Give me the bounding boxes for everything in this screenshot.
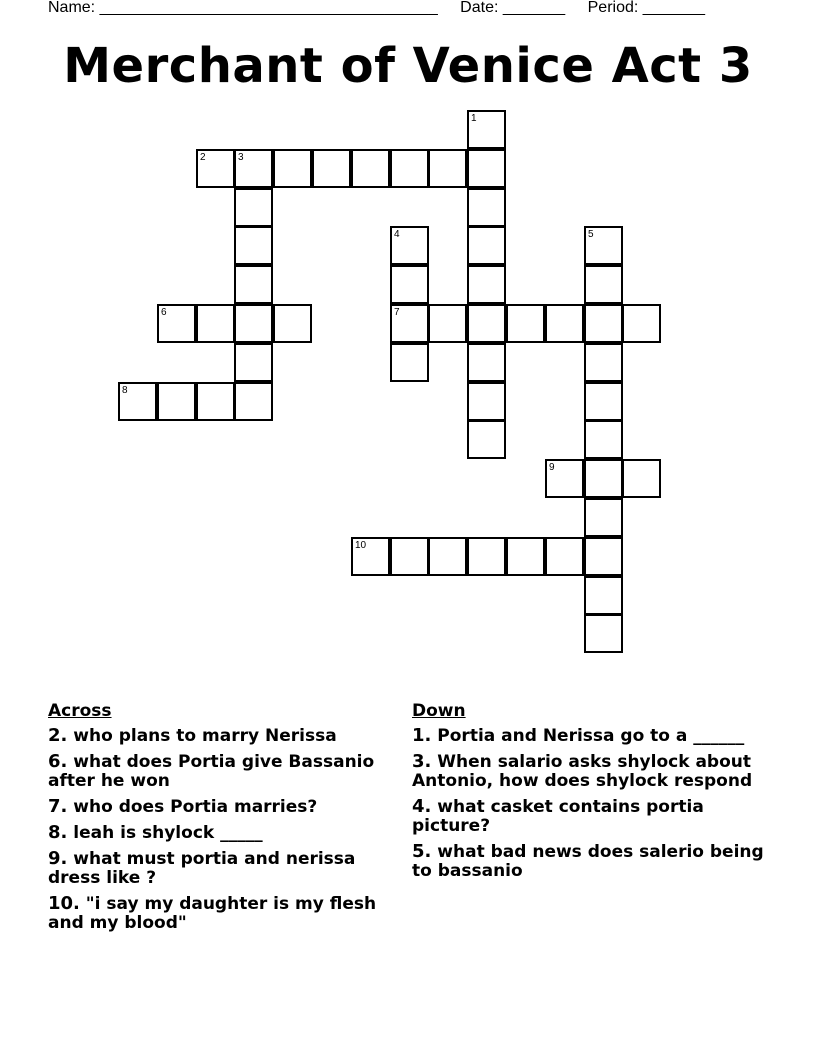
grid-cell[interactable] [428,149,467,188]
grid-cell[interactable] [622,459,661,498]
clue-text: When salario asks shylock about Antonio, how does shylock respond [412,752,753,791]
across-clue [48,823,388,843]
grid-cell[interactable] [196,149,235,188]
grid-cell[interactable] [351,149,390,188]
grid-cell[interactable] [390,265,429,304]
clue-text: who plans to marry Nerissa [67,726,337,746]
clue-number: 9. [48,848,68,869]
clue-text: what bad news does salerio being to bassanio [412,842,764,881]
grid-cell[interactable] [234,343,273,382]
grid-cell[interactable] [234,149,273,188]
grid-cell[interactable] [234,188,273,227]
grid-cell[interactable] [196,382,235,421]
grid-cell[interactable] [467,226,506,265]
grid-cell[interactable] [118,382,157,421]
grid-cell[interactable] [584,498,623,537]
grid-cell[interactable] [584,343,623,382]
down-clue [412,797,772,836]
grid-cell[interactable] [467,382,506,421]
grid-cell[interactable] [545,459,584,498]
date-blank: _______ [502,0,566,16]
grid-cell[interactable] [157,382,196,421]
across-heading: Across [48,701,112,721]
clue-number: 10. [48,893,80,914]
grid-cell[interactable] [467,265,506,304]
down-clue [412,842,772,881]
cell-number: 7 [394,307,400,318]
down-clue-list [412,726,772,881]
period-blank: _______ [642,0,706,16]
clue-number: 5. [412,841,432,862]
date-label: Date: [460,0,499,16]
grid-cell[interactable] [234,382,273,421]
grid-cell[interactable] [428,304,467,343]
clue-number: 3. [412,751,432,772]
grid-cell[interactable] [467,304,506,343]
cell-number: 8 [122,385,128,396]
cell-number: 4 [394,229,400,240]
across-clue [48,797,388,817]
grid-cell[interactable] [584,459,623,498]
grid-cell[interactable] [467,149,506,188]
clue-text: what must portia and nerissa dress like ? [48,849,356,888]
grid-cell[interactable] [390,226,429,265]
cell-number: 6 [161,307,167,318]
clue-number: 6. [48,751,68,772]
grid-cell[interactable] [351,537,390,576]
down-clue [412,752,772,791]
across-clue-list [48,726,388,933]
clue-text: who does Portia marries? [67,797,318,817]
grid-cell[interactable] [467,110,506,149]
clue-number: 7. [48,796,68,817]
grid-cell[interactable] [584,226,623,265]
clue-number: 8. [48,822,68,843]
grid-cell[interactable] [312,149,351,188]
grid-cell[interactable] [390,304,429,343]
down-clue [412,726,772,746]
grid-cell[interactable] [506,537,545,576]
cell-number: 5 [588,229,594,240]
grid-cell[interactable] [234,265,273,304]
clue-text: "i say my daughter is my flesh and my blood" [48,894,377,933]
across-clue [48,752,388,791]
grid-cell[interactable] [428,537,467,576]
cell-number: 1 [471,113,477,124]
grid-cell[interactable] [390,537,429,576]
grid-cell[interactable] [622,304,661,343]
page-title: Merchant of Venice Act 3 [63,38,753,94]
grid-cell[interactable] [390,149,429,188]
clue-text: Portia and Nerissa go to a ______ [431,726,745,746]
across-clues [48,700,388,939]
grid-cell[interactable] [584,382,623,421]
grid-cell[interactable] [545,304,584,343]
period-label: Period: [587,0,639,16]
name-label: Name: [48,0,96,16]
grid-cell[interactable] [467,420,506,459]
grid-cell[interactable] [545,537,584,576]
grid-cell[interactable] [157,304,196,343]
grid-cell[interactable] [584,420,623,459]
grid-cell[interactable] [506,304,545,343]
grid-cell[interactable] [234,226,273,265]
cell-number: 3 [238,152,244,163]
clue-number: 4. [412,796,432,817]
across-clue [48,726,388,746]
across-clue [48,849,388,888]
grid-cell[interactable] [584,265,623,304]
grid-cell[interactable] [584,576,623,615]
grid-cell[interactable] [273,149,312,188]
down-heading: Down [412,701,466,721]
clue-text: leah is shylock _____ [67,823,263,843]
name-blank: ______________________________________ [99,0,438,16]
grid-cell[interactable] [234,304,273,343]
clue-text: what casket contains portia picture? [412,797,704,836]
grid-cell[interactable] [273,304,312,343]
clue-number: 1. [412,725,432,746]
grid-cell[interactable] [584,537,623,576]
cell-number: 10 [355,540,367,551]
across-clue [48,894,388,933]
down-clues [412,700,772,887]
cell-number: 2 [200,152,206,163]
grid-cell[interactable] [196,304,235,343]
grid-cell[interactable] [467,188,506,227]
grid-cell[interactable] [584,304,623,343]
clue-text: what does Portia give Bassanio after he won [48,752,375,791]
clue-number: 2. [48,725,68,746]
grid-cell[interactable] [467,343,506,382]
cell-number: 9 [549,462,555,473]
grid-cell[interactable] [467,537,506,576]
grid-cell[interactable] [584,614,623,653]
grid-cell[interactable] [390,343,429,382]
